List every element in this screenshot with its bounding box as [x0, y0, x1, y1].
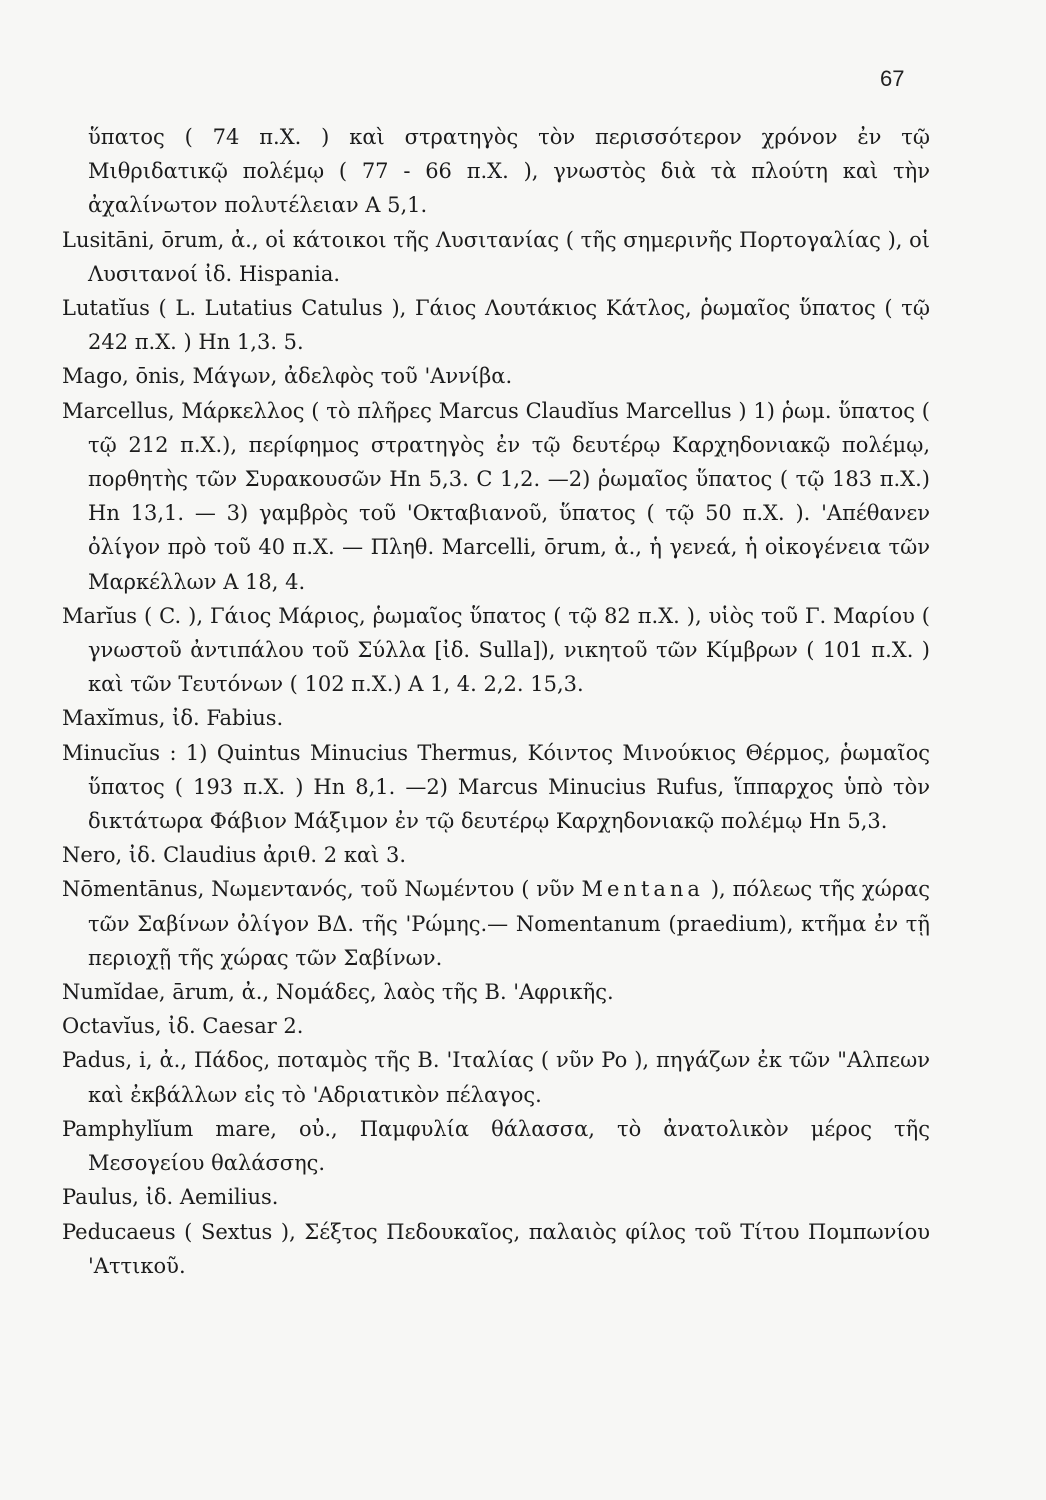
entry-pamphylium: Pamphylĭum mare, οὐ., Παμφυλία θάλασσα, τὸ ἀνατολικὸν μέρος τῆς Μεσογείου θαλάσσης.	[62, 1116, 930, 1176]
entry-lusitani: Lusitāni, ōrum, ἀ., οἱ κάτοικοι τῆς Λυσιτανίας ( τῆς σημερινῆς Πορτογαλίας ), οἱ Λυσιτανοί ἰδ. Hispania.	[62, 227, 930, 286]
entry-nero: Nero, ἰδ. Claudius ἀριθ. 2 καὶ 3.	[62, 843, 407, 868]
page-number: 67	[880, 66, 905, 91]
entry-nomentanus	[62, 872, 930, 975]
entry-octavius: Octavĭus, ἰδ. Caesar 2.	[62, 1014, 304, 1039]
glossary-entries	[62, 120, 930, 1283]
entry-maximus: Maxĭmus, ἰδ. Fabius.	[62, 706, 284, 731]
entry-nomentanus-part2: ), πόλεως τῆς χώρας τῶν Σαβίνων ὀλίγον ΒΔ. τῆς 'Ρώμης.— Nomentanum (praedium), κτῆμα ἐν τῇ περιοχῇ τῆς χώρας τῶν Σαβίνων.	[88, 877, 931, 970]
entry-paulus: Paulus, ἰδ. Aemilius.	[62, 1185, 279, 1210]
entry-peducaeus: Peducaeus ( Sextus ), Σέξτος Πεδουκαῖος, παλαιὸς φίλος τοῦ Τίτου Πομπωνίου 'Αττικοῦ.	[62, 1219, 930, 1278]
entry-padus: Padus, i, ἀ., Πάδος, ποταμὸς τῆς Β. 'Ιταλίας ( νῦν Po ), πηγάζων ἐκ τῶν "Αλπεων καὶ ἐκβάλλων εἰς τὸ 'Αδριατικὸν πέλαγος.	[62, 1048, 930, 1107]
entry-numidae: Numĭdae, ārum, ἀ., Νομάδες, λαὸς τῆς Β. 'Αφρικῆς.	[62, 980, 614, 1005]
entry-mago: Mago, ōnis, Μάγων, ἀδελφὸς τοῦ 'Αννίβα.	[62, 364, 513, 389]
entry-marcellus: Marcellus, Μάρκελλος ( τὸ πλῆρες Marcus Claudĭus Marcellus ) 1) ῥωμ. ὕπατος ( τῷ 212 π.Χ.), περίφημος στρατηγὸς ἐν τῷ δευτέρῳ Καρχηδονιακῷ πολέμῳ, πορθητὴς τῶν Συρακουσῶν Hn 5,3. C 1,2. —2) ῥωμαῖος ὕπατος ( τῷ 183 π.Χ.) Hn 13,1. — 3) γαμβρὸς τοῦ 'Οκταβιανοῦ, ὕπατος ( τῷ 50 π.Χ. ). 'Απέθανεν ὀλίγον πρὸ τοῦ 40 π.Χ. — Πληθ. Marcelli, ōrum, ἀ., ἡ γενεά, ἡ οἰκογένεια τῶν Μαρκέλλων Α 18, 4.	[62, 398, 930, 594]
entry-lutatius: Lutatĭus ( L. Lutatius Catulus ), Γάιος Λουτάκιος Κάτλος, ῥωμαῖος ὕπατος ( τῷ 242 π.Χ. ) Hn 1,3. 5.	[62, 296, 930, 355]
entry-nomentanus-part1: Nōmentānus, Νωμεντανός, τοῦ Νωμέντου ( νῦν	[62, 877, 582, 902]
entry-minucius: Minucĭus : 1) Quintus Minucius Thermus, Κόιντος Μινούκιος Θέρμος, ῥωμαῖος ὕπατος ( 193 π.Χ. ) Hn 8,1. —2) Marcus Minucius Rufus, ἵππαρχος ὑπὸ τὸν δικτάτωρα Φάβιον Μάξιμον ἐν τῷ δευτέρῳ Καρχηδονιακῷ πολέμῳ Hn 5,3.	[62, 740, 930, 834]
entry-continuation: ὕπατος ( 74 π.Χ. ) καὶ στρατηγὸς τὸν περισσότερον χρόνον ἐν τῷ Μιθριδατικῷ πολέμῳ ( 77 - 66 π.Χ. ), γνωστὸς διὰ τὰ πλούτη καὶ τὴν ἀχαλίνωτον πολυτέλειαν Α 5,1.	[88, 125, 930, 218]
entry-marius: Marĭus ( C. ), Γάιος Μάριος, ῥωμαῖος ὕπατος ( τῷ 82 π.Χ. ), υἱὸς τοῦ Γ. Μαρίου ( γνωστοῦ ἀντιπάλου τοῦ Σύλλα [ἰδ. Sulla]), νικητοῦ τῶν Κίμβρων ( 101 π.Χ. ) καὶ τῶν Τευτόνων ( 102 π.Χ.) Α 1, 4. 2,2. 15,3.	[62, 603, 930, 697]
entry-nomentanus-mentana: Mentana	[581, 877, 704, 902]
